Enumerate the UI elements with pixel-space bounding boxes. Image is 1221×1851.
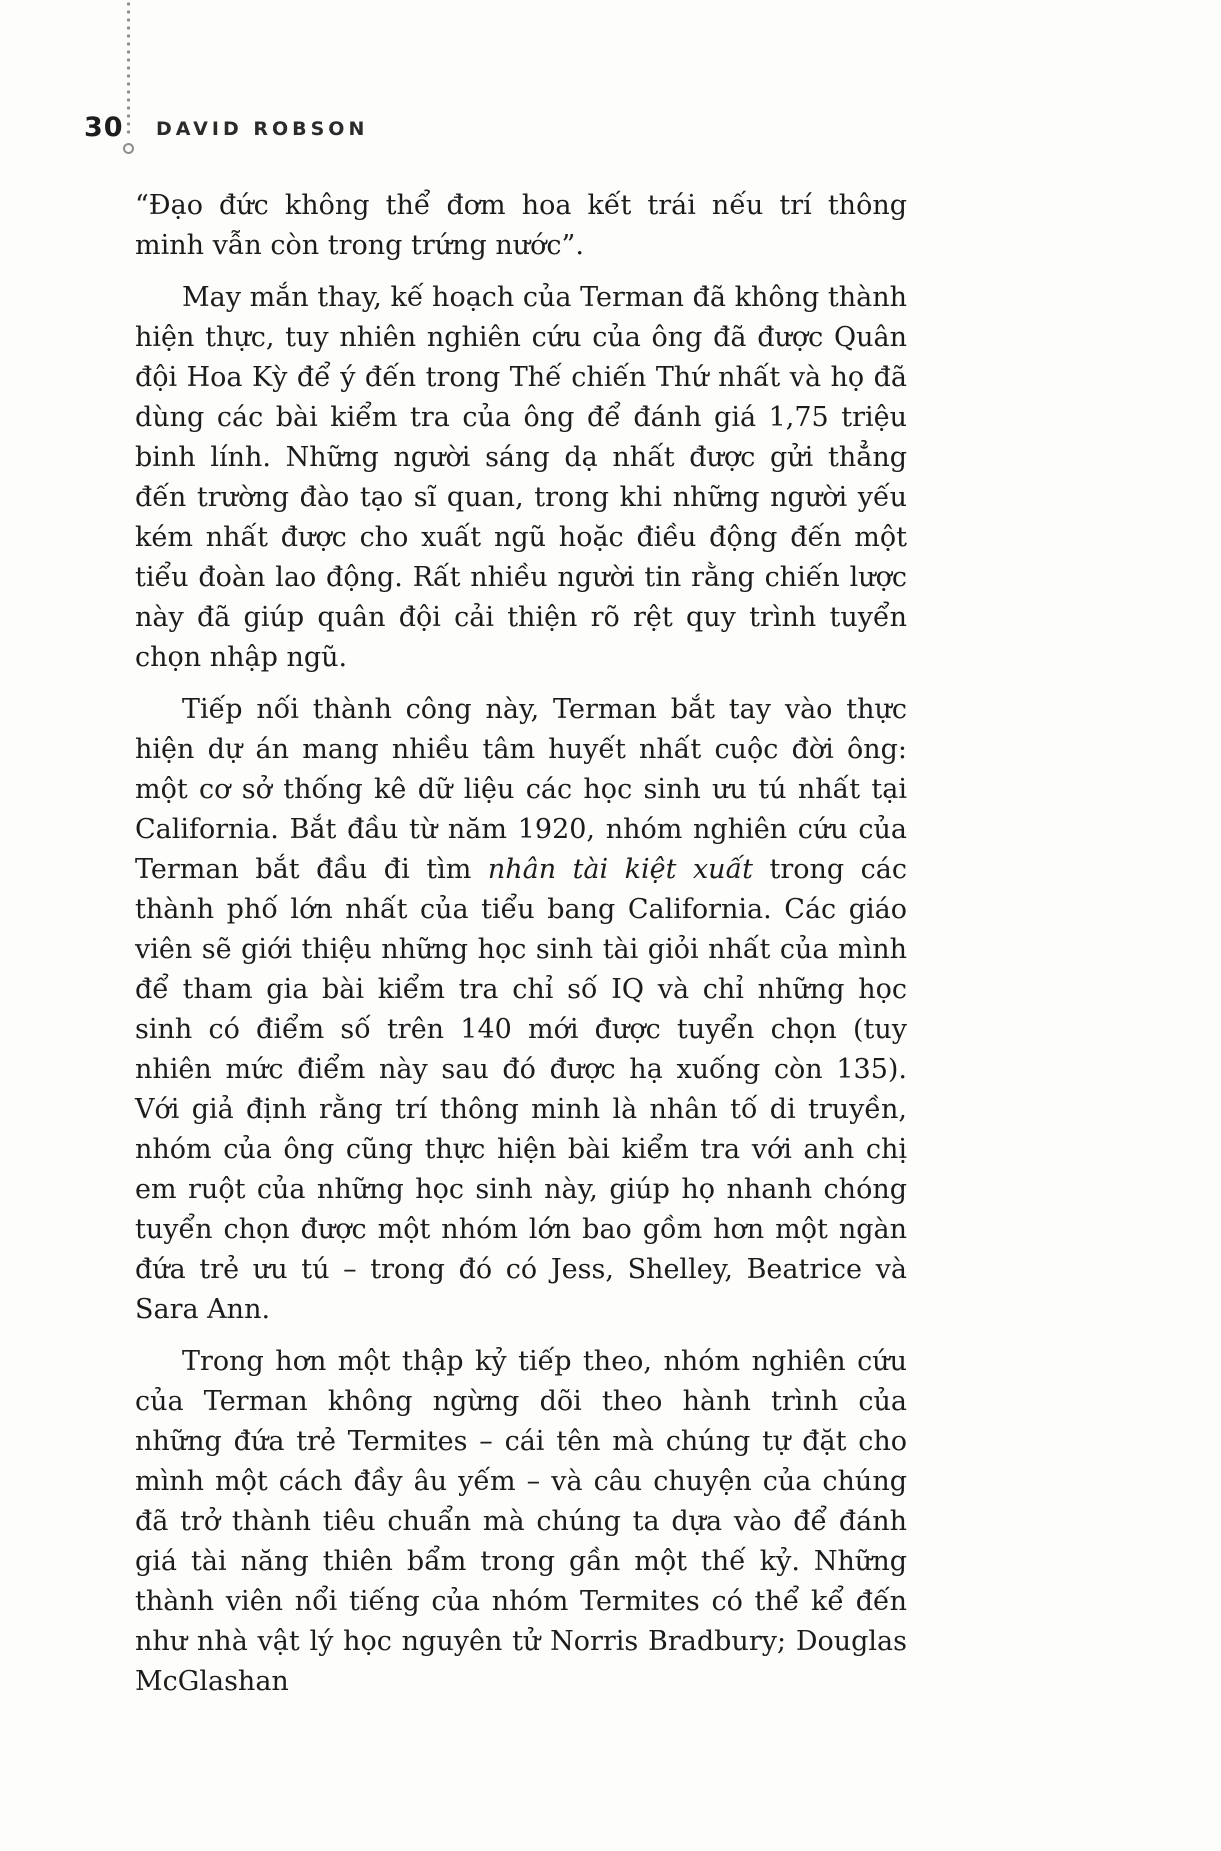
paragraph <box>135 278 907 678</box>
text-segment: trong các thành phố lớn nhất của tiểu bang California. Các giáo viên sẽ giới thiệu những học sinh tài giỏi nhất của mình để tham gia bài kiểm tra chỉ số IQ và chỉ những học sinh có điểm số trên 140 mới được tuyển chọn (tuy nhiên mức điểm này sau đó được hạ xuống còn 135). Với giả định rằng trí thông minh là nhân tố di truyền, nhóm của ông cũng thực hiện bài kiểm tra với anh chị em ruột của những học sinh này, giúp họ nhanh chóng tuyển chọn được một nhóm lớn bao gồm hơn một ngàn đứa trẻ ưu tú – trong đó có Jess, Shelley, Beatrice và Sara Ann. <box>135 854 907 1325</box>
paragraph <box>135 690 907 1330</box>
text-segment: “Đạo đức không thể đơm hoa kết trái nếu trí thông minh vẫn còn trong trứng nước”. <box>135 190 907 261</box>
text-segment: Trong hơn một thập kỷ tiếp theo, nhóm nghiên cứu của Terman không ngừng dõi theo hành trình của những đứa trẻ Termites – cái tên mà chúng tự đặt cho mình một cách đầy âu yếm – và câu chuyện của chúng đã trở thành tiêu chuẩn mà chúng ta dựa vào để đánh giá tài năng thiên bẩm trong gần một thế kỷ. Những thành viên nổi tiếng của nhóm Termites có thể kể đến như nhà vật lý học nguyên tử Norris Bradbury; Douglas McGlashan <box>135 1346 907 1697</box>
paragraph <box>135 186 907 266</box>
running-header-author: DAVID ROBSON <box>156 118 369 140</box>
body-text <box>135 186 907 1714</box>
text-segment: May mắn thay, kế hoạch của Terman đã không thành hiện thực, tuy nhiên nghiên cứu của ông đã được Quân đội Hoa Kỳ để ý đến trong Thế chiến Thứ nhất và họ đã dùng các bài kiểm tra của ông để đánh giá 1,75 triệu binh lính. Những người sáng dạ nhất được gửi thẳng đến trường đào tạo sĩ quan, trong khi những người yếu kém nhất được cho xuất ngũ hoặc điều động đến một tiểu đoàn lao động. Rất nhiều người tin rằng chiến lược này đã giúp quân đội cải thiện rõ rệt quy trình tuyển chọn nhập ngũ. <box>135 282 907 673</box>
dotted-divider <box>126 0 131 138</box>
text-segment: Tiếp nối thành công này, Terman bắt tay vào thực hiện dự án mang nhiều tâm huyết nhất cuộc đời ông: một cơ sở thống kê dữ liệu các học sinh ưu tú nhất tại California. Bắt đầu từ năm 1920, nhóm nghiên cứu của Terman bắt đầu đi tìm <box>135 694 907 885</box>
paragraph <box>135 1342 907 1702</box>
divider-end-circle <box>123 143 134 154</box>
page-number: 30 <box>84 112 124 143</box>
italic-phrase: nhân tài kiệt xuất <box>487 854 753 885</box>
